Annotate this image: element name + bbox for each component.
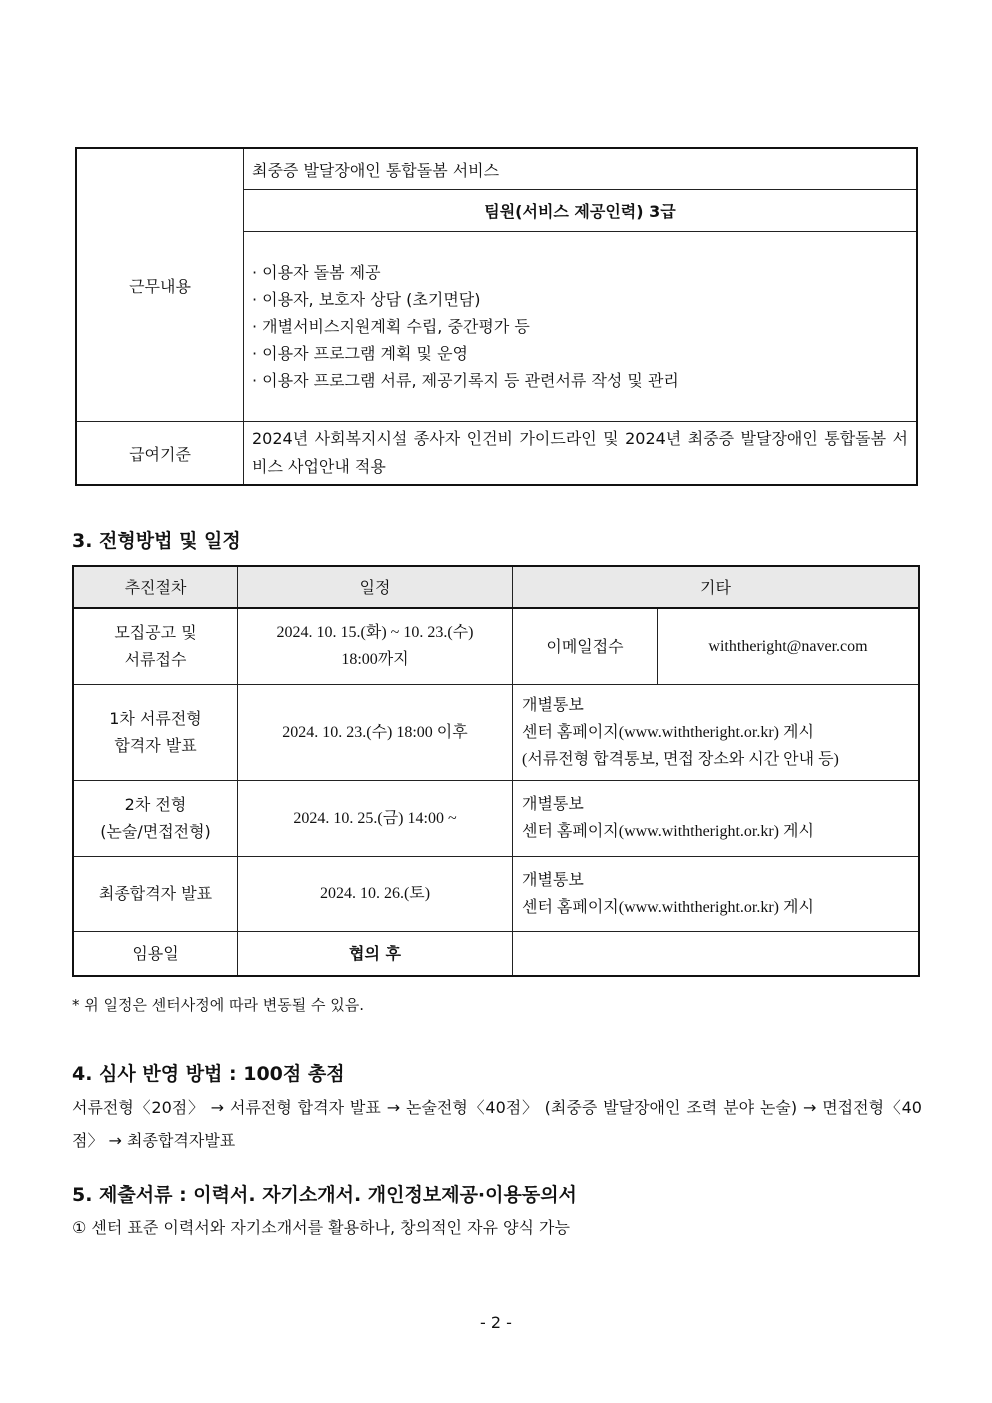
date-cell: 2024. 10. 26.(토) <box>238 856 513 931</box>
step-line: 2차 전형 <box>124 795 187 814</box>
page-number: - 2 - <box>480 1313 512 1332</box>
step-cell: 최종합격자 발표 <box>73 856 238 931</box>
table-row <box>73 780 919 856</box>
step-line: (논술/면접전형) <box>100 822 211 841</box>
table-row <box>73 684 919 780</box>
duty-item: · 이용자 프로그램 계획 및 운영 <box>252 344 468 363</box>
service-name: 최중증 발달장애인 통합돌봄 서비스 <box>244 148 918 190</box>
duty-item: · 이용자 돌봄 제공 <box>252 263 381 282</box>
note-line: 센터 홈페이지(www.withtheright.or.kr) 게시 <box>522 898 814 916</box>
note-label: 이메일접수 <box>513 608 658 684</box>
team-title: 팀원(서비스 제공인력) 3급 <box>244 190 918 232</box>
header-step: 추진절차 <box>73 566 238 608</box>
step-line: 합격자 발표 <box>114 736 197 755</box>
date-cell: 협의 후 <box>238 931 513 976</box>
date-cell <box>238 608 513 684</box>
note-cell <box>513 931 920 976</box>
note-cell <box>513 856 920 931</box>
schedule-footnote: * 위 일정은 센터사정에 따라 변동될 수 있음. <box>72 996 364 1014</box>
section5-title: 5. 제출서류 : 이력서. 자기소개서. 개인정보제공·이용동의서 <box>72 1184 577 1206</box>
note-line: 개별통보 <box>522 696 584 714</box>
salary-text: 2024년 사회복지시설 종사자 인건비 가이드라인 및 2024년 최중증 발달장애인 통합돌봄 서비스 사업안내 적용 <box>244 422 918 486</box>
header-date: 일정 <box>238 566 513 608</box>
step-line: 서류접수 <box>124 650 187 670</box>
note-line: 센터 홈페이지(www.withtheright.or.kr) 게시 <box>522 723 814 741</box>
note-cell <box>513 780 920 856</box>
note-line: 센터 홈페이지(www.withtheright.or.kr) 게시 <box>522 823 814 840</box>
section4-title: 4. 심사 반영 방법 : 100점 총점 <box>72 1063 345 1085</box>
table-row <box>73 856 919 931</box>
table-row <box>73 608 919 684</box>
section5-item: ① 센터 표준 이력서와 자기소개서를 활용하나, 창의적인 자유 양식 가능 <box>72 1218 570 1237</box>
date-cell: 2024. 10. 23.(수) 18:00 이후 <box>238 684 513 780</box>
header-note: 기타 <box>513 566 920 608</box>
schedule-table <box>72 565 920 977</box>
duty-item: · 이용자, 보호자 상담 (초기면담) <box>252 290 481 309</box>
duties-list <box>244 232 918 422</box>
date-line: 2024. 10. 15.(화) ~ 10. 23.(수) <box>276 624 474 642</box>
note-cell <box>513 684 920 780</box>
date-cell: 2024. 10. 25.(금) 14:00 ~ <box>238 780 513 856</box>
step-cell <box>73 608 238 684</box>
section4-text: 서류전형〈20점〉 → 서류전형 합격자 발표 → 논술전형〈40점〉 (최중증 발달장애인 조력 분야 논술) → 면접전형〈40점〉 → 최종합격자발표 <box>72 1098 922 1150</box>
salary-label: 급여기준 <box>76 422 244 486</box>
duty-item: · 개별서비스지원계획 수립, 중간평가 등 <box>252 317 530 336</box>
step-line: 1차 서류전형 <box>109 709 202 728</box>
step-cell <box>73 684 238 780</box>
note-line: 개별통보 <box>522 796 584 813</box>
step-cell <box>73 780 238 856</box>
work-label: 근무내용 <box>76 148 244 422</box>
note-line: (서류전형 합격통보, 면접 장소와 시간 안내 등) <box>522 750 839 768</box>
note-line: 개별통보 <box>522 871 584 889</box>
step-cell: 임용일 <box>73 931 238 976</box>
email-address: withtheright@naver.com <box>658 608 920 684</box>
step-line: 모집공고 및 <box>114 623 197 643</box>
date-line: 18:00까지 <box>341 651 409 669</box>
work-details-table <box>75 147 918 486</box>
duty-item: · 이용자 프로그램 서류, 제공기록지 등 관련서류 작성 및 관리 <box>252 371 679 390</box>
table-row <box>73 931 919 976</box>
section3-title: 3. 전형방법 및 일정 <box>72 530 241 552</box>
